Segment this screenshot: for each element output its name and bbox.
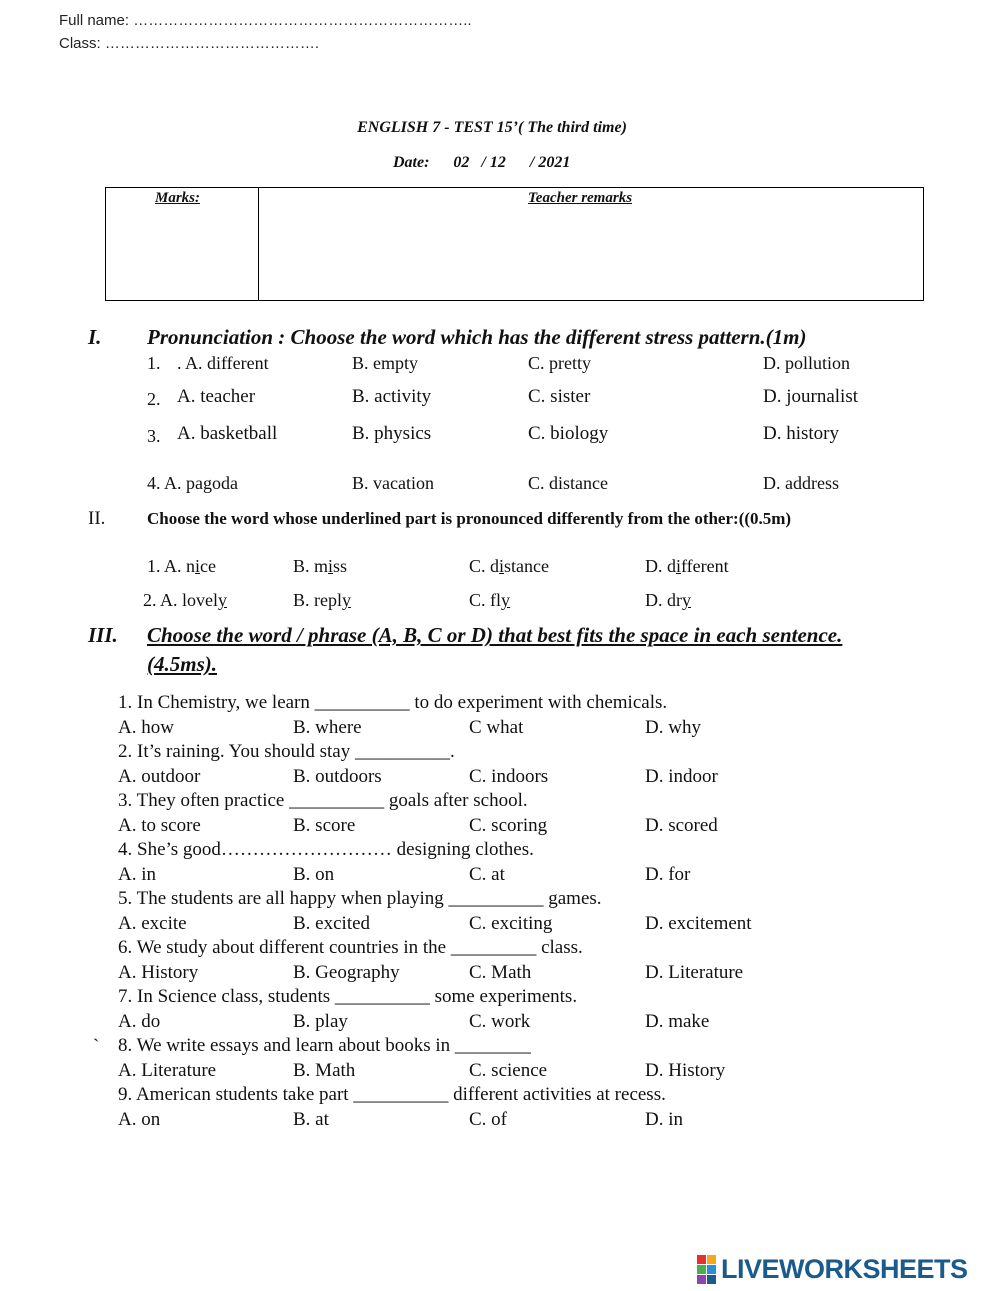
s3-q7-stem: 7. In Science class, students __________ some experiments. bbox=[118, 986, 578, 1007]
s2-q2-option-b: B. reply bbox=[293, 590, 351, 610]
s3-q6-option-a: A. History bbox=[118, 962, 199, 983]
s3-q8-option-d: D. History bbox=[645, 1060, 726, 1081]
s1-q2-option-b: B. activity bbox=[352, 386, 432, 407]
s1-q3-option-c: C. biology bbox=[528, 423, 609, 444]
s3-q9-option-b: B. at bbox=[293, 1109, 329, 1130]
s3-q7-option-c: C. work bbox=[469, 1011, 531, 1032]
teacher-remarks-label: Teacher remarks bbox=[528, 190, 633, 206]
s3-q1-option-d: D. why bbox=[645, 717, 701, 738]
s1-q2-option-d: D. journalist bbox=[763, 386, 858, 407]
logo-square-purple bbox=[697, 1275, 706, 1284]
logo-square-navy bbox=[707, 1275, 716, 1284]
logo-square-green bbox=[697, 1265, 706, 1274]
s3-q6-option-d: D. Literature bbox=[645, 962, 744, 983]
s3-q2-option-d: D. indoor bbox=[645, 766, 718, 787]
s3-q5-option-c: C. exciting bbox=[469, 913, 553, 934]
s1-q3-option-b: B. physics bbox=[352, 423, 432, 444]
s3-q1-stem: 1. In Chemistry, we learn __________ to do experiment with chemicals. bbox=[118, 692, 668, 713]
s2-q1-option-b: B. miss bbox=[293, 556, 348, 576]
s3-q1-option-a: A. how bbox=[118, 717, 174, 738]
s3-q5-stem: 5. The students are all happy when playing __________ games. bbox=[118, 888, 602, 909]
s3-q1-option-c: C what bbox=[469, 717, 524, 738]
s3-q6-stem: 6. We study about different countries in the _________ class. bbox=[118, 937, 583, 958]
marks-label: Marks: bbox=[155, 190, 201, 206]
s3-q2-option-c: C. indoors bbox=[469, 766, 549, 787]
s3-q7-option-d: D. make bbox=[645, 1011, 710, 1032]
s3-q5-option-a: A. excite bbox=[118, 913, 187, 934]
stray-backtick-mark: ` bbox=[93, 1036, 100, 1057]
s2-q2-option-c: C. fly bbox=[469, 590, 511, 610]
s3-q3-option-c: C. scoring bbox=[469, 815, 548, 836]
s3-q3-stem: 3. They often practice __________ goals after school. bbox=[118, 790, 528, 811]
test-date: Date: 02 / 12 / 2021 bbox=[393, 154, 571, 171]
s1-q1-option-d: D. pollution bbox=[763, 353, 851, 373]
liveworksheets-logo-text: LIVEWORKSHEETS bbox=[721, 1253, 968, 1284]
s3-q9-option-c: C. of bbox=[469, 1109, 507, 1130]
s1-q1-number: 1. bbox=[147, 353, 161, 373]
section1-heading: Pronunciation : Choose the word which has the different stress pattern.(1m) bbox=[147, 325, 807, 349]
marks-table bbox=[105, 187, 924, 301]
s1-q4-option-b: B. vacation bbox=[352, 473, 434, 493]
s1-q4-option-c: C. distance bbox=[528, 473, 608, 493]
s3-q1-option-b: B. where bbox=[293, 717, 362, 738]
s1-q2-option-c: C. sister bbox=[528, 386, 591, 407]
s3-q8-option-c: C. science bbox=[469, 1060, 548, 1081]
section1-number: I. bbox=[88, 325, 102, 349]
s2-q1-option-c: C. distance bbox=[469, 556, 550, 576]
class-line: Class: ……………………………………. bbox=[59, 35, 320, 52]
s3-q2-option-a: A. outdoor bbox=[118, 766, 201, 787]
s1-q2-number: 2. bbox=[147, 389, 161, 409]
s2-q1-option-d: D. different bbox=[645, 556, 729, 576]
s3-q4-option-c: C. at bbox=[469, 864, 505, 885]
s3-q7-option-b: B. play bbox=[293, 1011, 348, 1032]
s3-q8-option-b: B. Math bbox=[293, 1060, 356, 1081]
s3-q6-option-b: B. Geography bbox=[293, 962, 400, 983]
s1-q3-option-d: D. history bbox=[763, 423, 839, 444]
s3-q2-stem: 2. It’s raining. You should stay __________. bbox=[118, 741, 455, 762]
s3-q5-option-b: B. excited bbox=[293, 913, 371, 934]
s3-q3-option-a: A. to score bbox=[118, 815, 201, 836]
section3-heading-line2: (4.5ms). bbox=[147, 652, 217, 676]
s2-q2-option-d: D. dry bbox=[645, 590, 691, 610]
s3-q4-option-a: A. in bbox=[118, 864, 156, 885]
s1-q4-option-a: 4. A. pagoda bbox=[147, 473, 238, 493]
s2-q2-option-a: 2. A. lovely bbox=[143, 590, 227, 610]
section3-heading-line1: Choose the word / phrase (A, B, C or D) that best fits the space in each sentence. bbox=[147, 623, 843, 647]
s3-q5-option-d: D. excitement bbox=[645, 913, 752, 934]
s1-q4-option-d: D. address bbox=[763, 473, 839, 493]
logo-square-red bbox=[697, 1255, 706, 1264]
s1-q3-option-a: A. basketball bbox=[177, 423, 278, 444]
s3-q8-stem: 8. We write essays and learn about books in ________ bbox=[118, 1035, 531, 1056]
full-name-line: Full name: ………………………………………………………….. bbox=[59, 12, 472, 29]
marks-table-divider bbox=[258, 187, 259, 300]
s3-q3-option-b: B. score bbox=[293, 815, 356, 836]
s3-q9-option-d: D. in bbox=[645, 1109, 683, 1130]
section2-number: II. bbox=[88, 508, 106, 529]
logo-square-blue bbox=[707, 1265, 716, 1274]
section2-heading: Choose the word whose underlined part is pronounced differently from the other:((0.5m) bbox=[147, 509, 792, 528]
s1-q1-option-a: . A. different bbox=[177, 353, 269, 373]
liveworksheets-logo-mark-icon bbox=[697, 1255, 716, 1284]
logo-square-orange bbox=[707, 1255, 716, 1264]
liveworksheets-logo bbox=[697, 1252, 968, 1286]
s1-q1-option-b: B. empty bbox=[352, 353, 418, 373]
s1-q1-option-c: C. pretty bbox=[528, 353, 591, 373]
test-title: ENGLISH 7 - TEST 15’( The third time) bbox=[357, 119, 627, 136]
s3-q4-stem: 4. She’s good……………………… designing clothes. bbox=[118, 839, 534, 860]
s3-q8-option-a: A. Literature bbox=[118, 1060, 217, 1081]
s3-q2-option-b: B. outdoors bbox=[293, 766, 382, 787]
s3-q4-option-b: B. on bbox=[293, 864, 335, 885]
s3-q3-option-d: D. scored bbox=[645, 815, 718, 836]
s3-q6-option-c: C. Math bbox=[469, 962, 532, 983]
section3-number: III. bbox=[88, 623, 118, 647]
s3-q9-option-a: A. on bbox=[118, 1109, 161, 1130]
s3-q7-option-a: A. do bbox=[118, 1011, 161, 1032]
s3-q4-option-d: D. for bbox=[645, 864, 691, 885]
s3-q9-stem: 9. American students take part __________ different activities at recess. bbox=[118, 1084, 666, 1105]
s1-q3-number: 3. bbox=[147, 426, 161, 446]
s2-q1-option-a: 1. A. nice bbox=[147, 556, 217, 576]
s1-q2-option-a: A. teacher bbox=[177, 386, 256, 407]
